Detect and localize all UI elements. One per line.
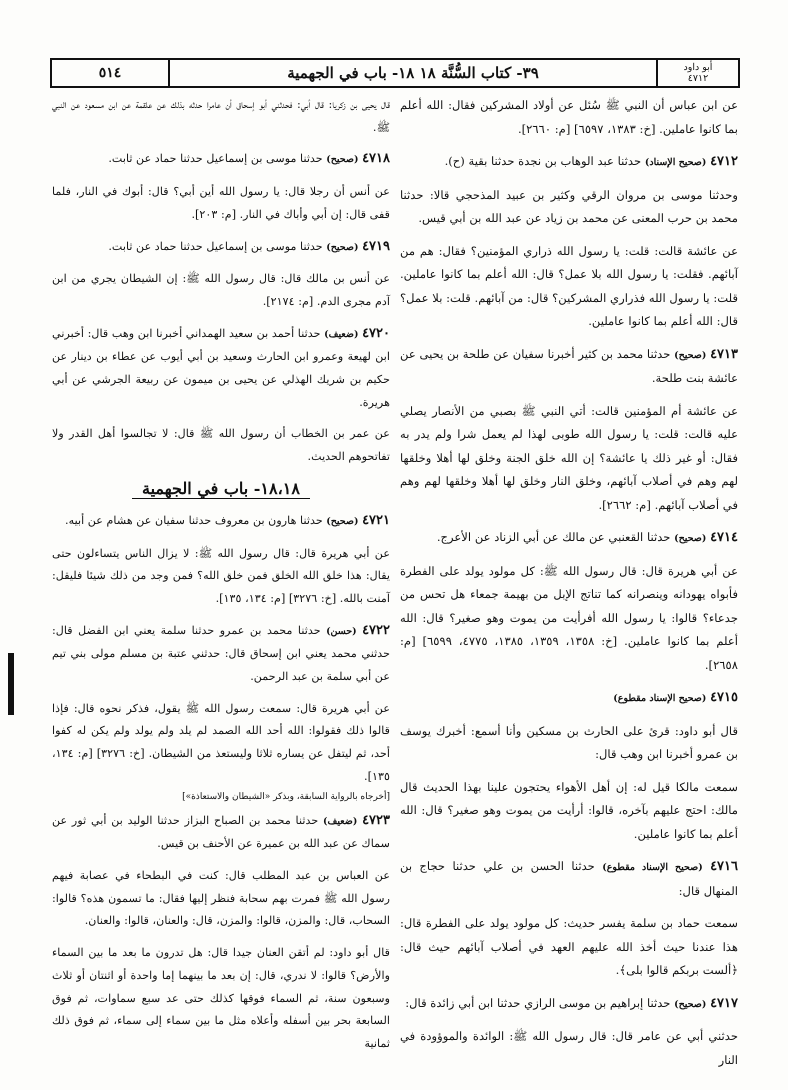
hadith-body: عن أنس بن مالك قال: قال رسول الله ﷺ: إن الشيطان يجري من ابن آدم مجرى الدم. [م: ٢١٧٤]. [52,272,390,308]
header-book-name: أبو داود [683,62,713,73]
hadith-number: ٤٧١٧ [710,995,738,1011]
chapter-heading [52,479,390,498]
hadith-entry [52,236,390,260]
header-hadith-range: ٤٧١٢ [687,73,709,84]
hadith-body: عن عائشة قالت: قلت: يا رسول الله ذراري المؤمنين؟ فقال: هم من آبائهم. فقلت: يا رسول الله بلا عمل؟ قال: الله أعلم بما كانوا عاملين. قلت: يا رسول الله فذراري المشركين؟ قال: من آبائهم. قلت: بلا عمل؟ قال: الله أعلم بما كانوا عاملين. [400,243,738,328]
hadith-body: عن عائشة أم المؤمنين قالت: أتي النبي ﷺ بصبي من الأنصار يصلي عليه قالت: قلت: يا رسول الله طوبى لهذا لم يعمل شرا ولم يدر به فقال: أو غير ذلك يا عائشة؟ إن الله خلق الجنة وخلق لها أهلا وخلقها لهم وهم في أصلاب آبائهم، وخلق النار وخلق لها أهلا وخلقها لهم وهم في أصلاب آبائهم. [م: ٢٦٦٢]. [400,403,738,512]
hadith-number: ٤٧١٢ [710,154,738,169]
hadith-text [52,865,390,933]
hadith-grade: (حسن) [326,625,357,637]
hadith-grade: (صحيح) [326,515,359,527]
hadith-grade: (ضعيف) [324,328,359,340]
page-number: ٥١٤ [52,60,170,86]
hadith-text [52,698,390,789]
hadith-body: عن ابن عباس أن النبي ﷺ سُئل عن أولاد المشركين فقال: الله أعلم بما كانوا عاملين. [خ: ١٣٨٣، ٦٥٩٧] [م: ٢٦٦٠]. [400,98,738,136]
header-title: ٣٩- كتاب السُّنَّة ١٨ ١٨- باب في الجهمية [287,64,539,82]
hadith-body: حدثنا محمد بن كثير أخبرنا سفيان عن طلحة بن يحيى عن عائشة بنت طلحة. [400,346,738,385]
hadith-text [52,543,390,611]
hadith-entry [52,148,390,172]
hadith-number: ٤٧٢٠ [362,325,390,341]
hadith-number: ٤٧٢٢ [362,622,391,638]
hadith-entry [400,992,738,1017]
header-book-ref [656,60,738,86]
hadith-body: حدثنا أحمد بن سعيد الهمداني أخبرنا ابن وهب قال: أخبرني ابن لهيعة وعمرو ابن الحارث وسعيد بن أبي أيوب عن عطاء بن دينار عن حكيم بن شريك الهذلي عن يحيى بن ميمون عن ربيعة الجرشي عن أبي هريرة. [52,326,390,409]
hadith-text [52,181,390,226]
hadith-text [400,720,738,767]
hadith-number: ٤٧١٩ [362,238,390,254]
hadith-text [400,776,738,847]
hadith-body: عن أبي هريرة قال: قال رسول الله ﷺ: كل مولود يولد على الفطرة فأبواه يهودانه وينصرانه كما تناتج الإبل من بهيمة جمعاء هل تحس من جدعاء؟ قالوا: يا رسول الله أفرأيت من يموت وهو صغير؟ قال: الله أعلم بما كانوا عاملين. [خ: ١٣٥٨، ١٣٥٩، ١٣٨٥، ٤٧٧٥، ٦٥٩٩] [م: ٢٦٥٨]. [400,563,739,672]
hadith-body: عن العباس بن عبد المطلب قال: كنت في البطحاء في عصابة فيهم رسول الله ﷺ فمرت بهم سحابة فنظر إليها فقال: ما تسمون هذه؟ قالوا: السحاب، قال: والمزن، قالوا: والمزن، قال: والعنان، قالوا: والعنان. [52,868,390,928]
hadith-grade: (صحيح) [326,154,359,166]
hadith-body: حدثنا عبد الوهاب بن نجدة حدثنا بقية (ح). [444,154,642,168]
hadith-text [400,560,738,678]
hadith-body: قال يحيى بن زكريا: قال أبي: فحدثني أبو إسحاق أن عامرا حدثه بذلك عن علقمة عن ابن مسعود عن النبي ﷺ. [52,98,390,134]
hadith-entry [400,686,738,711]
hadith-body: سمعت حماد بن سلمة يفسر حديث: كل مولود يولد على الفطرة قال: هذا عندنا حيث أخذ الله عليهم العهد في أصلاب آبائهم حيث قال: ﴿ألست بربكم قالوا بلى﴾. [400,916,738,977]
hadith-body: عن عمر بن الخطاب أن رسول الله ﷺ قال: لا تجالسوا أهل القدر ولا تفاتحوهم الحديث. [52,427,390,464]
hadith-body: حدثنا موسى بن إسماعيل حدثنا حماد عن ثابت. [108,239,323,253]
hadith-grade: (صحيح) [674,998,707,1010]
hadith-grade: (صحيح) [674,533,707,544]
hadith-number: ٤٧١٤ [710,530,738,545]
hadith-body: حدثني أبي عن عامر قال: قال رسول الله ﷺ: الوائدة والموؤودة في النار [400,1029,738,1067]
chapter-title: ١٨،١٨- باب في الجهمية [132,479,310,499]
hadith-body: عن أبي هريرة قال: سمعت رسول الله ﷺ يقول، فذكر نحوه قال: فإذا قالوا ذلك فقولوا: الله أحد الله الصمد لم يلد ولم يولد ولم يكن له كفوا أحد، ثم ليتفل عن يساره ثلاثا وليستعذ من الشيطان. [خ: ٣٢٧٦] [م: ١٣٤، ١٣٥]. [52,701,390,783]
takhrij-note: [أخرجاه بالرواية السابقة، وبذكر «الشيطان والاستعاذة»] [182,791,390,802]
hadith-text [400,400,738,518]
hadith-grade: (صحيح الإسناد مقطوع) [602,862,703,873]
hadith-body: قال أبو داود: لم أتقن العنان جيدا قال: هل تدرون ما بعد ما بين السماء والأرض؟ قالوا: لا ندري، قال: إن بعد ما بينهما إما واحدة أو اثنتان أو ثلاث وسبعون سنة، ثم السماء فوقها كذلك حتى عد سبع سماوات، ثم فوق السابعة بحر بين أسفله وأعلاه مثل ما بين سماء إلى سماء، ثم فوق ذلك ثمانية [52,946,390,1050]
hadith-grade: (صحيح) [326,241,359,253]
hadith-body: قال أبو داود: قرئ على الحارث بن مسكين وأنا أسمع: أخبرك يوسف بن عمرو أخبرنا ابن وهب قال: [400,723,738,761]
hadith-text [400,240,738,334]
hadith-body: حدثنا محمد بن عمرو حدثنا سلمة يعني ابن الفضل قال: حدثني محمد يعني ابن إسحاق قال: حدثني عتبة بن مسلم مولى بني تيم عن أبي سلمة بن عبد الرحمن. [52,623,390,684]
hadith-grade: (ضعيف) [322,815,358,827]
margin-marker [8,653,14,715]
right-column [400,94,738,1081]
hadith-text [400,94,738,141]
hadith-entry [52,510,390,534]
hadith-body: حدثنا محمد بن الصباح البزاز حدثنا الوليد بن أبي ثور عن سماك عن عبد الله بن عميرة عن الأحنف بن قيس. [52,813,390,851]
hadith-number: ٤٧٢١ [362,512,390,528]
hadith-entry [400,150,738,175]
hadith-entry [52,620,390,689]
hadith-text [52,268,390,313]
hadith-entry [400,343,738,391]
hadith-grade: (صحيح) [674,349,707,361]
hadith-number: ٤٧١٨ [362,151,390,167]
hadith-text [400,1025,738,1072]
hadith-text [400,912,738,983]
hadith-grade: (صحيح الإسناد) [644,157,707,168]
hadith-text [52,94,390,139]
hadith-text [400,184,738,231]
hadith-body: وحدثنا موسى بن مروان الرقي وكثير بن عبيد المذحجي قالا: حدثنا محمد بن حرب المعنى عن محمد بن زياد عن عبد الله بن أبي قيس. [400,187,738,225]
left-column [52,94,390,1065]
hadith-body: حدثنا القعنبي عن مالك عن أبي الزناد عن الأعرج. [436,530,671,544]
hadith-body: عن أنس أن رجلا قال: يا رسول الله أين أبي؟ قال: أبوك في النار، فلما قفى قال: إن أبي وأباك في النار. [م: ٢٠٣]. [52,185,390,221]
hadith-number: ٤٧١٥ [710,690,738,705]
hadith-body: حدثنا هارون بن معروف حدثنا سفيان عن هشام عن أبيه. [65,513,323,527]
hadith-entry [52,323,390,415]
hadith-text [52,423,390,468]
hadith-number: ٤٧١٣ [710,346,739,362]
hadith-number: ٤٧١٦ [710,859,738,874]
hadith-body: حدثنا موسى بن إسماعيل حدثنا حماد عن ثابت. [108,152,323,166]
page-header [50,58,740,88]
hadith-body: عن أبي هريرة قال: قال رسول الله ﷺ: لا يزال الناس يتساءلون حتى يقال: هذا خلق الله الخلق فمن خلق الله؟ فمن وجد من ذلك شيئا فليقل: آمنت بالله. [خ: ٣٢٧٦] [م: ١٣٤، ١٣٥]. [52,546,390,605]
hadith-text [52,942,390,1056]
hadith-entry [400,855,738,903]
hadith-entry [52,810,390,856]
hadith-grade: (صحيح الإسناد مقطوع) [613,693,707,704]
hadith-body: حدثنا الحسن بن علي حدثنا حجاج بن المنهال قال: [400,859,738,898]
hadith-body: سمعت مالكا قيل له: إن أهل الأهواء يحتجون علينا بهذا الحديث قال مالك: احتج عليهم بآخره، قالوا: أرأيت من يموت وهو صغير؟ قال: الله أعلم بما كانوا عاملين. [400,779,738,841]
hadith-entry [400,526,738,551]
hadith-number: ٤٧٢٣ [362,812,390,828]
hadith-body: حدثنا إبراهيم بن موسى الرازي حدثنا ابن أبي زائدة قال: [405,995,671,1010]
